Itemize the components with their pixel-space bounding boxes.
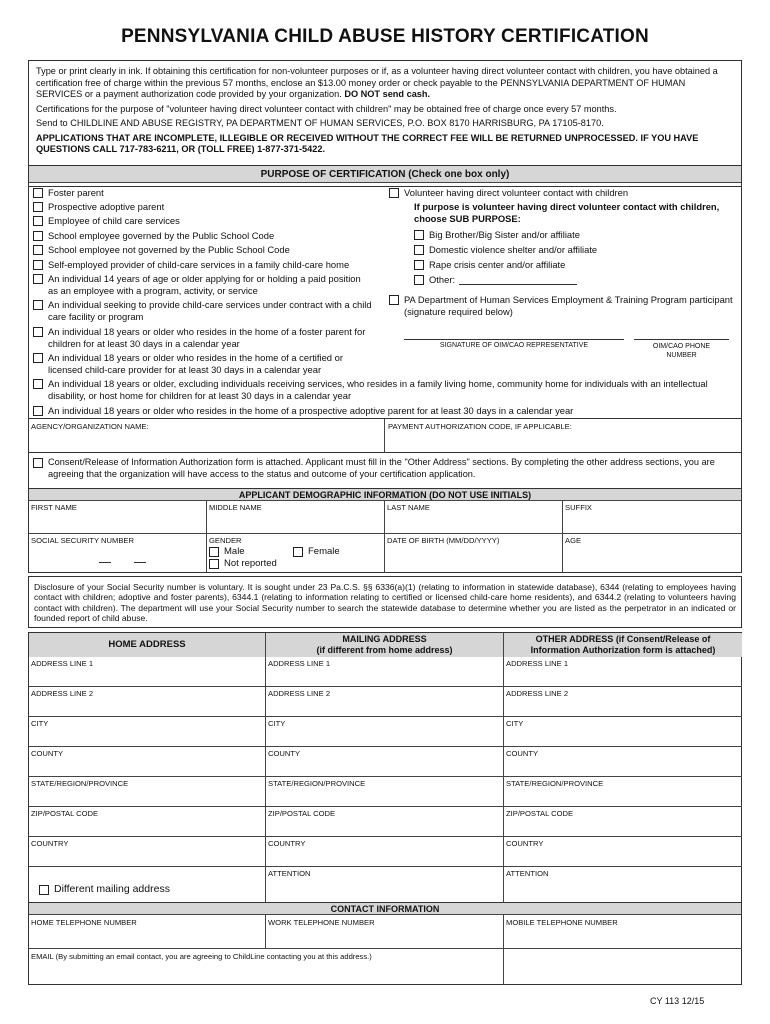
mailing-address-field[interactable]: [266, 807, 504, 837]
address-field-label: ADDRESS LINE 1: [31, 659, 94, 668]
purpose-option-prospective-adoptive-home[interactable]: An individual 18 years or older who resides in the home of a prospective adoptive parent for at least 30 days in a calendar year: [33, 405, 733, 417]
address-field-label: COUNTRY: [506, 839, 544, 848]
purpose-option-14-years[interactable]: An individual 14 years of age or older applying for or holding a paid position as an employee with a program, activity, or service: [33, 273, 363, 296]
work-phone-label: WORK TELEPHONE NUMBER: [268, 918, 375, 927]
sub-purpose-rape-crisis[interactable]: Rape crisis center and/or affiliate: [414, 259, 714, 271]
dob-label: DATE OF BIRTH (MM/DD/YYYY): [387, 536, 500, 545]
address-field-label: CITY: [506, 719, 524, 728]
address-field-label: STATE/REGION/PROVINCE: [268, 779, 366, 788]
first-name-label: FIRST NAME: [31, 503, 77, 512]
address-field-label: ZIP/POSTAL CODE: [506, 809, 574, 818]
checkbox[interactable]: [33, 458, 43, 468]
mailing-address-header: MAILING ADDRESS (if different from home address): [266, 633, 504, 657]
checkbox[interactable]: [33, 379, 43, 389]
other-address-field[interactable]: [504, 777, 742, 807]
home-address-header: HOME ADDRESS: [29, 633, 266, 657]
age-field[interactable]: [563, 534, 742, 572]
checkbox[interactable]: [33, 260, 43, 270]
gender-not-reported-option[interactable]: Not reported: [209, 558, 277, 570]
address-field-label: ADDRESS LINE 1: [268, 659, 331, 668]
checkbox[interactable]: [33, 245, 43, 255]
mailing-address-field[interactable]: [266, 687, 504, 717]
last-name-field[interactable]: [385, 501, 563, 534]
other-address-header: OTHER ADDRESS (if Consent/Release of Information Authorization form is attached): [504, 633, 742, 657]
demographic-header: APPLICANT DEMOGRAPHIC INFORMATION (DO NOT USE INITIALS): [29, 489, 741, 501]
suffix-field[interactable]: [563, 501, 742, 534]
mailing-address-field[interactable]: [266, 717, 504, 747]
purpose-option-foster-parent[interactable]: Foster parent: [33, 187, 383, 199]
phone-line[interactable]: [634, 339, 729, 340]
instructions-volunteer-note: Certifications for the purpose of "volunteer having direct volunteer contact with children" may be obtained free of charge once every 57 months.: [36, 103, 617, 114]
middle-name-label: MIDDLE NAME: [209, 503, 262, 512]
ssn-disclosure: Disclosure of your Social Security number is voluntary. It is sought under 23 Pa.C.S. §§ 6336(a)(1) (relating to information in statewide database), 6344 (relating to employees having contact with children; adoptive and foster parents), 6344.1 (relating to information relating to certified or licensed child-care home residents), and 6344.2 (relating to volunteers having contact with children). The department will use your Social Security number to search the statewide database to determine whether you are listed as the perpetrator in an indicated or founded report of child abuse.: [28, 576, 742, 628]
address-field-label: CITY: [268, 719, 286, 728]
address-field-label: ZIP/POSTAL CODE: [268, 809, 336, 818]
page-title: PENNSYLVANIA CHILD ABUSE HISTORY CERTIFICATION: [121, 26, 649, 47]
purpose-option-pa-dhs-program[interactable]: PA Department of Human Services Employment & Training Program participant (signature required below): [389, 294, 734, 317]
address-field-label: ADDRESS LINE 2: [506, 689, 569, 698]
address-field-label: COUNTRY: [268, 839, 306, 848]
consent-row: [28, 453, 742, 489]
address-field-label: ADDRESS LINE 2: [31, 689, 94, 698]
purpose-option-child-care-home-resident[interactable]: An individual 18 years or older who resides in the home of a certified or licensed child-care provider for at least 30 days in a calendar year: [33, 352, 378, 375]
different-mailing-cell: [29, 867, 266, 903]
address-field-label: ZIP/POSTAL CODE: [31, 809, 99, 818]
checkbox[interactable]: [389, 295, 399, 305]
purpose-option-school-governed[interactable]: School employee governed by the Public School Code: [33, 230, 383, 242]
address-section: [28, 632, 742, 903]
payment-code-field[interactable]: [385, 419, 742, 452]
ssn-separator: [99, 562, 111, 563]
ssn-separator: [134, 562, 146, 563]
purpose-option-prospective-adoptive[interactable]: Prospective adoptive parent: [33, 201, 383, 213]
work-phone-field[interactable]: [266, 915, 504, 949]
purpose-option-child-care-employee[interactable]: Employee of child care services: [33, 215, 383, 227]
home-address-field[interactable]: [29, 687, 266, 717]
agency-field[interactable]: [29, 419, 385, 452]
ssn-label: SOCIAL SECURITY NUMBER: [31, 536, 134, 545]
mailing-attention-field[interactable]: [266, 867, 504, 903]
form-id: CY 113 12/15: [650, 996, 705, 1006]
age-label: AGE: [565, 536, 582, 545]
mailing-address-field[interactable]: [266, 657, 504, 687]
home-address-field[interactable]: [29, 837, 266, 867]
address-field-label: STATE/REGION/PROVINCE: [506, 779, 604, 788]
home-address-field[interactable]: [29, 657, 266, 687]
gender-female-option[interactable]: Female: [293, 546, 340, 558]
checkbox[interactable]: [33, 327, 43, 337]
sub-purpose-domestic-violence[interactable]: Domestic violence shelter and/or affiliate: [414, 244, 714, 256]
checkbox[interactable]: [33, 300, 43, 310]
agency-row: [28, 419, 742, 453]
mailing-address-field[interactable]: [266, 837, 504, 867]
last-name-label: LAST NAME: [387, 503, 430, 512]
home-phone-label: HOME TELEPHONE NUMBER: [31, 918, 137, 927]
address-field-label: ADDRESS LINE 2: [268, 689, 331, 698]
address-field-label: COUNTY: [506, 749, 539, 758]
payment-code-label: PAYMENT AUTHORIZATION CODE, IF APPLICABLE:: [388, 422, 572, 431]
consent-checkbox-item[interactable]: Consent/Release of Information Authorization form is attached. Applicant must fill in the "Other Address" sections. By completing the other address sections, you are agreeing that the organization will have access to the status and outcome of your certification application.: [33, 457, 733, 480]
mailing-address-field[interactable]: [266, 747, 504, 777]
purpose-option-foster-home-resident[interactable]: An individual 18 years or older who resides in the home of a foster parent for children for at least 30 days in a calendar year: [33, 326, 385, 349]
mobile-phone-field[interactable]: [504, 915, 742, 949]
demographic-section: [28, 489, 742, 573]
purpose-option-self-employed[interactable]: Self-employed provider of child-care services in a family child-care home: [33, 259, 388, 271]
purpose-option-contract[interactable]: An individual seeking to provide child-care services under contract with a child care facility or program: [33, 299, 383, 322]
agency-label: AGENCY/ORGANIZATION NAME:: [31, 422, 149, 431]
volunteer-sub-purpose-note: If purpose is volunteer having direct volunteer contact with children, choose SUB PURPOSE:: [414, 201, 720, 224]
gender-male-option[interactable]: Male: [209, 546, 245, 558]
other-address-field[interactable]: [504, 717, 742, 747]
checkbox[interactable]: [414, 260, 424, 270]
purpose-option-volunteer[interactable]: Volunteer having direct volunteer contact with children: [389, 187, 719, 199]
checkbox[interactable]: [414, 275, 424, 285]
mailing-address-field[interactable]: [266, 777, 504, 807]
gender-label: GENDER: [209, 536, 242, 545]
address-field-label: COUNTY: [31, 749, 64, 758]
other-address-field[interactable]: [504, 837, 742, 867]
home-address-field[interactable]: [29, 717, 266, 747]
other-address-field[interactable]: [504, 747, 742, 777]
checkbox[interactable]: [209, 559, 219, 569]
home-address-field[interactable]: [29, 747, 266, 777]
contact-section: [28, 903, 742, 985]
dob-field[interactable]: [385, 534, 563, 572]
middle-name-field[interactable]: [207, 501, 385, 534]
suffix-label: SUFFIX: [565, 503, 593, 512]
address-field-label: STATE/REGION/PROVINCE: [31, 779, 129, 788]
warning-text: APPLICATIONS THAT ARE INCOMPLETE, ILLEGIBLE OR RECEIVED WITHOUT THE CORRECT FEE WILL BE RETURNED UNPROCESSED. IF YOU HAVE QUESTIONS CALL 717-783-6211, OR (TOLL FREE) 1-877-371-5422.: [36, 132, 699, 154]
checkbox[interactable]: [389, 188, 399, 198]
home-address-field[interactable]: [29, 777, 266, 807]
email-field[interactable]: [29, 949, 504, 984]
checkbox[interactable]: [414, 245, 424, 255]
checkbox[interactable]: [33, 202, 43, 212]
address-field-label: COUNTRY: [31, 839, 69, 848]
purpose-option-school-not-governed[interactable]: School employee not governed by the Public School Code: [33, 244, 383, 256]
checkbox[interactable]: [293, 547, 303, 557]
purpose-option-family-living-home[interactable]: An individual 18 years or older, excluding individuals receiving services, who resides in a family living home, community home for individuals with an intellectual disability, or host home for children for at least 30 days in a calendar year: [33, 378, 733, 401]
mobile-phone-label: MOBILE TELEPHONE NUMBER: [506, 918, 618, 927]
checkbox[interactable]: [414, 230, 424, 240]
other-address-field[interactable]: [504, 807, 742, 837]
address-field-label: ADDRESS LINE 1: [506, 659, 569, 668]
email-label: EMAIL (By submitting an email contact, you are agreeing to ChildLine contacting you at this address.): [31, 952, 372, 961]
home-address-field[interactable]: [29, 807, 266, 837]
signature-line[interactable]: [404, 339, 624, 340]
sub-purpose-other-line[interactable]: [459, 284, 577, 285]
checkbox[interactable]: [33, 406, 43, 416]
other-address-field[interactable]: [504, 687, 742, 717]
checkbox[interactable]: [39, 885, 49, 895]
ssn-field[interactable]: [29, 534, 207, 572]
checkbox[interactable]: [33, 274, 43, 284]
purpose-header: PURPOSE OF CERTIFICATION (Check one box only): [29, 166, 741, 183]
checkbox[interactable]: [33, 188, 43, 198]
other-address-field[interactable]: [504, 657, 742, 687]
phone-label: OIM/CAO PHONE NUMBER: [652, 343, 711, 359]
mailing-instructions: Send to CHILDLINE AND ABUSE REGISTRY, PA DEPARTMENT OF HUMAN SERVICES, P.O. BOX 8170 HARRISBURG, PA 17105-8170.: [36, 118, 604, 128]
checkbox[interactable]: [33, 231, 43, 241]
different-mailing-option[interactable]: Different mailing address: [39, 884, 170, 896]
contact-header: CONTACT INFORMATION: [29, 903, 741, 915]
purpose-section: [28, 165, 742, 419]
address-field-label: CITY: [31, 719, 49, 728]
checkbox[interactable]: [33, 216, 43, 226]
attention-label: ATTENTION: [506, 869, 549, 878]
sub-purpose-big-brother[interactable]: Big Brother/Big Sister and/or affiliate: [414, 229, 714, 241]
first-name-field[interactable]: [29, 501, 207, 534]
instructions-text: Type or print clearly in ink. If obtaining this certification for non-volunteer purposes or if, as a volunteer having direct volunteer contact with children, you have obtained a certification free of charge within the previous 57 months, enclose an $13.00 money order or check payable to the PENNSYLVANIA DEPARTMENT OF HUMAN SERVICES or a payment authorization code provided by your organization. DO NOT send cash.: [36, 66, 718, 99]
gender-field: [207, 534, 385, 572]
other-attention-field[interactable]: [504, 867, 742, 903]
attention-label: ATTENTION: [268, 869, 311, 878]
home-phone-field[interactable]: [29, 915, 266, 949]
sub-purpose-other[interactable]: Other:: [414, 274, 714, 286]
checkbox[interactable]: [209, 547, 219, 557]
signature-label: SIGNATURE OF OIM/CAO REPRESENTATIVE: [439, 342, 589, 349]
checkbox[interactable]: [33, 353, 43, 363]
address-field-label: COUNTY: [268, 749, 301, 758]
